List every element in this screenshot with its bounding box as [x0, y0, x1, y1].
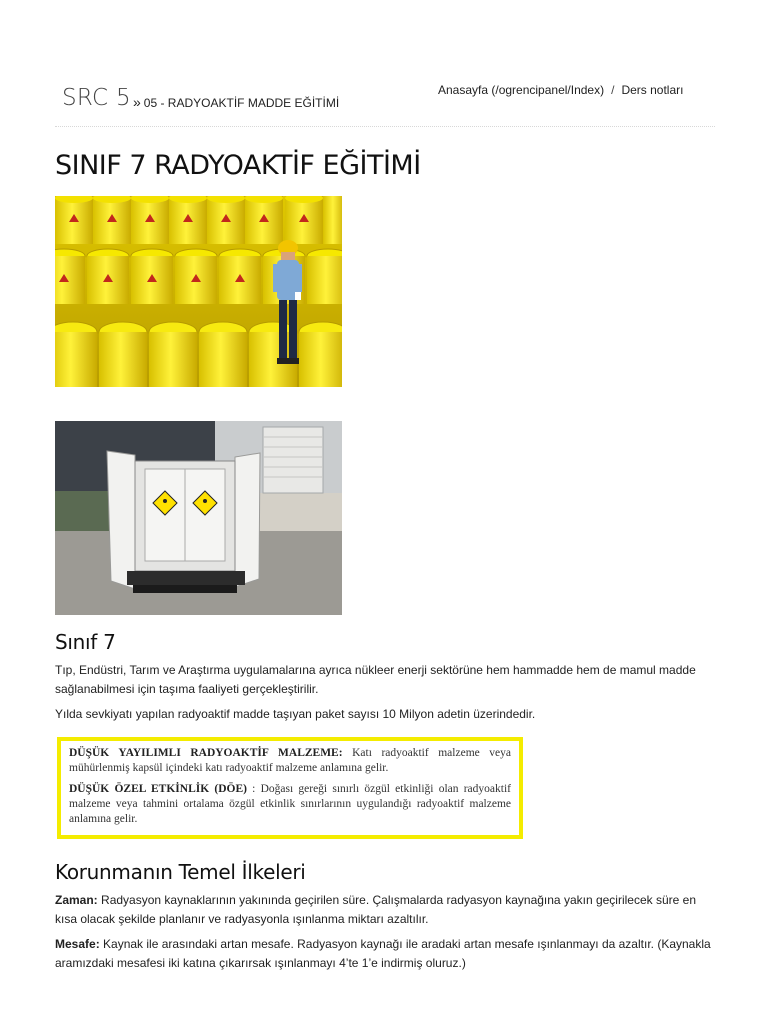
definition-text: : Doğası gereği sınırlı özgül etkinliği olan radyoaktif malzeme veya tahmini ortalama özgül etkinlik sınırlarının uygulandığı radyoaktif malzeme anlamına gelir.: [69, 783, 511, 825]
definition-item: [69, 782, 511, 827]
barrels-illustration: [55, 196, 342, 387]
definition-item: [69, 746, 511, 776]
van-illustration: [55, 421, 342, 615]
definition-term: DÜŞÜK ÖZEL ETKİNLİK (DÖE): [69, 783, 247, 795]
section-title-class7: Sınıf 7: [55, 630, 116, 654]
definition-box: [57, 737, 523, 839]
page-header: [55, 82, 715, 127]
nav-link-lecture-notes[interactable]: Ders notları: [621, 83, 684, 97]
principle-term: Zaman:: [55, 893, 98, 907]
brand-title[interactable]: SRC 5: [62, 85, 131, 111]
breadcrumb: [133, 94, 339, 110]
class7-paragraph-2: Yılda sevkiyatı yapılan radyoaktif madde taşıyan paket sayısı 10 Milyon adetin üzerindedir.: [55, 707, 536, 721]
principle-text: Kaynak ile arasındaki artan mesafe. Radyasyon kaynağı ile aradaki artan mesafe ışınlanmayı da azaltır. (Kaynakla aramızdaki mesafesi iki katına çıkarırsak ışınlanmayı 4’te 1’e indirmiş oluruz.): [55, 937, 711, 970]
top-nav: [438, 83, 683, 97]
nav-separator: /: [611, 83, 615, 97]
definition-term: DÜŞÜK YAYILIMLI RADYOAKTİF MALZEME:: [69, 747, 343, 759]
definition-text: Katı radyoaktif malzeme veya mühürlenmiş kapsül içindeki katı radyoaktif malzeme anlamına gelir.: [69, 747, 511, 774]
page-title: SINIF 7 RADYOAKTİF EĞİTİMİ: [55, 150, 421, 181]
breadcrumb-arrow-icon: »: [133, 94, 141, 110]
nav-link-home[interactable]: Anasayfa (/ogrencipanel/Index): [438, 83, 605, 97]
principle-text: Radyasyon kaynaklarının yakınında geçirilen süre. Çalışmalarda radyasyon kaynağına yakın geçirilecek süre en kısa olacak şekilde planlanır ve radyasyonla ışınlanma miktarı azaltılır.: [55, 893, 697, 926]
radioactive-barrels-image: [55, 196, 342, 387]
principle-time: [55, 891, 715, 929]
class7-paragraph-1: Tıp, Endüstri, Tarım ve Araştırma uygulamalarına ayrıca nükleer enerji sektörüne hem hammadde hem de mamul madde sağlanabilmesi için taşıma faaliyeti gerçekleştirilir.: [55, 663, 696, 696]
van-transport-image: [55, 421, 342, 615]
section-title-protection-principles: Korunmanın Temel İlkeleri: [55, 860, 306, 884]
principle-term: Mesafe:: [55, 937, 100, 951]
breadcrumb-current: 05 - RADYOAKTİF MADDE EĞİTİMİ: [143, 96, 340, 110]
principle-distance: [55, 935, 715, 973]
